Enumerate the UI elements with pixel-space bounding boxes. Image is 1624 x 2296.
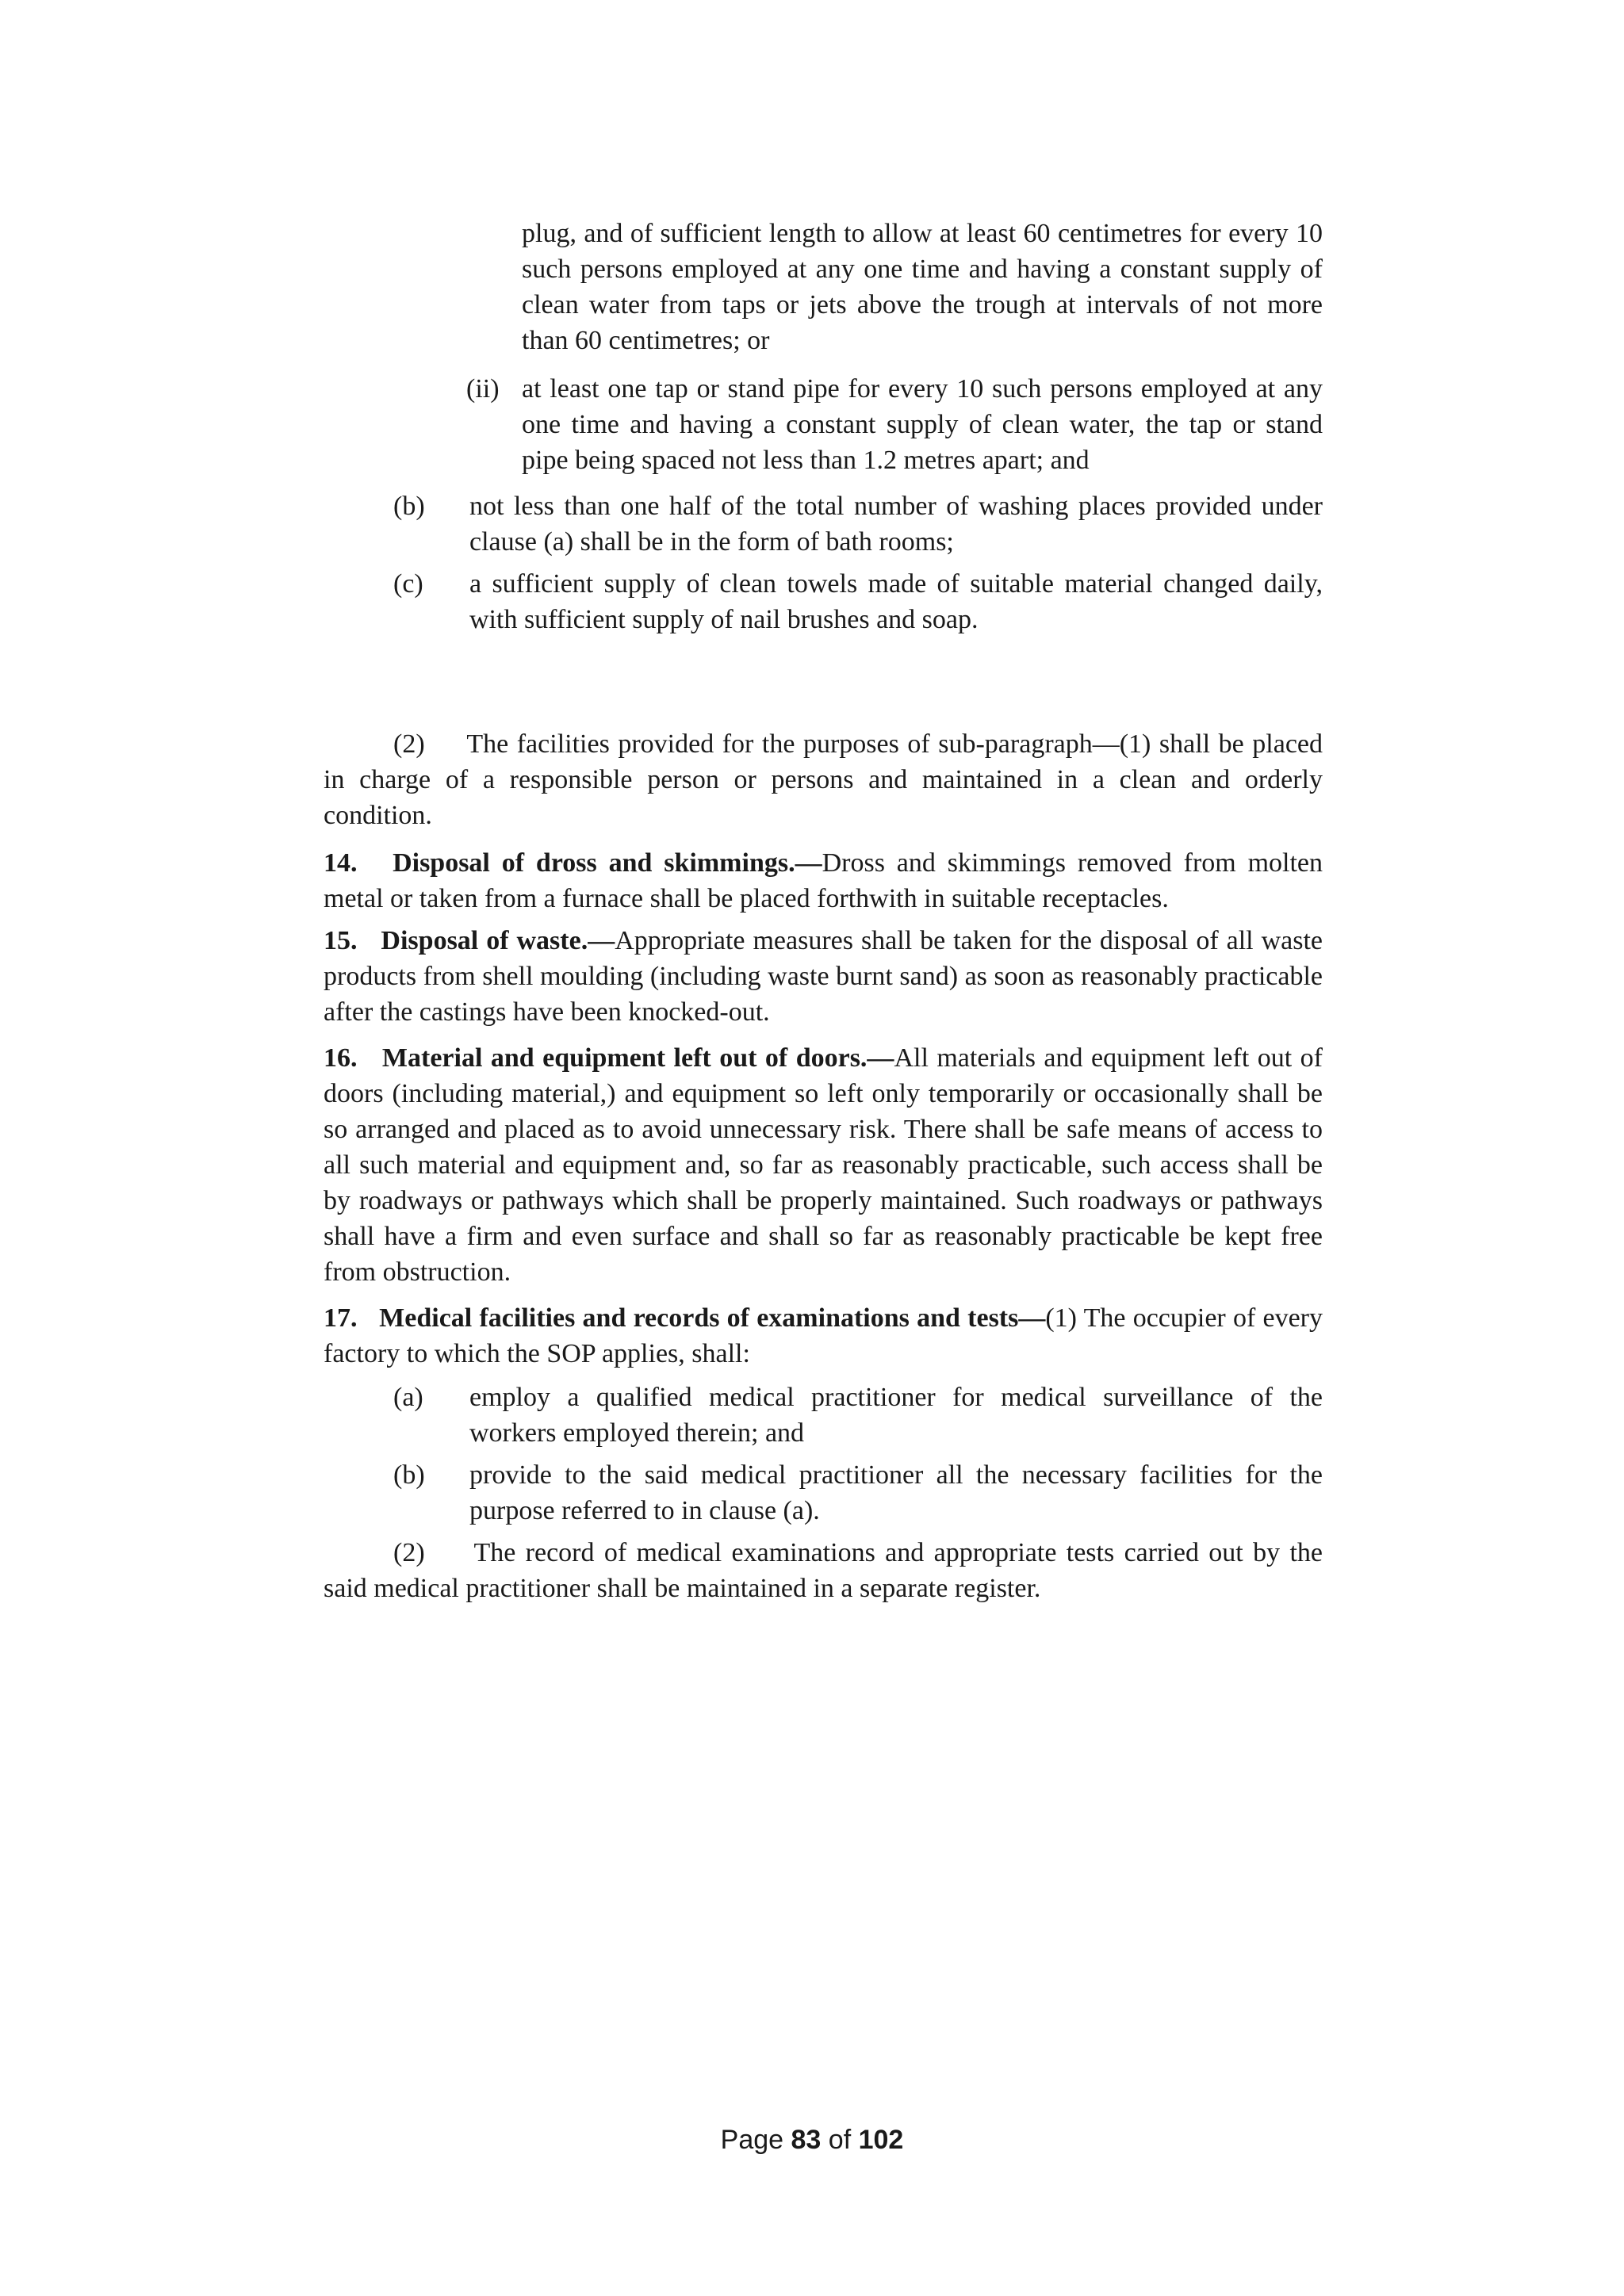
section-16-heading: Material and equipment left out of doors.— (381, 1043, 894, 1073)
footer-of-label: of (828, 2125, 852, 2155)
page-footer (0, 2125, 1624, 2156)
list-item-b (469, 488, 1323, 560)
section-15-number: 15. (324, 926, 358, 955)
section-17-text: (1) The occupier of every factory to which the SOP applies, shall: (324, 1303, 1323, 1368)
section-17-item-b-text: provide to the said medical practitioner all the necessary facilities for the purpose referred to in clause (a). (469, 1460, 1323, 1525)
list-marker-c: (c) (393, 569, 423, 599)
section-17-item-a (469, 1380, 1323, 1451)
section-15-heading: Disposal of waste.— (381, 926, 615, 955)
list-item-ii-text: at least one tap or stand pipe for every 10 such persons employed at any one time and having a constant supply of clean water, the tap or stand pipe being spaced not less than 1.2 metres apart; and (522, 374, 1323, 475)
list-item-b-text: not less than one half of the total number of washing places provided under clause (a) shall be in the form of bath rooms; (469, 492, 1323, 557)
section-16 (324, 1040, 1323, 1290)
footer-total-pages: 102 (858, 2125, 904, 2155)
list-item-ii (522, 371, 1323, 478)
section-15-text: Appropriate measures shall be taken for the disposal of all waste products from shell moulding (including waste burnt sand) as soon as reasonably practicable after the castings have been knocked-out. (324, 926, 1323, 1027)
list-item-c-text: a sufficient supply of clean towels made of suitable material changed daily, with sufficient supply of nail brushes and soap. (469, 569, 1323, 634)
list-marker-ii: (ii) (466, 374, 500, 404)
section-17-heading: Medical facilities and records of examinations and tests— (379, 1303, 1046, 1333)
section-17-marker-b: (b) (393, 1460, 425, 1490)
paragraph-2-marker: (2) (393, 729, 425, 759)
section-17 (324, 1300, 1323, 1372)
list-item-i-text: plug, and of sufficient length to allow at least 60 centimetres for every 10 such persons employed at any one time and having a constant supply of clean water from taps or jets above the trough at intervals of not more than 60 centimetres; or (522, 219, 1323, 355)
section-17-paragraph-2-text: The record of medical examinations and appropriate tests carried out by the said medical practitioner shall be maintained in a separate register. (324, 1538, 1323, 1603)
paragraph-2-text: The facilities provided for the purposes of sub-paragraph—(1) shall be placed in charge of a responsible person or persons and maintained in a clean and orderly condition. (324, 729, 1323, 830)
section-17-paragraph-2 (324, 1535, 1323, 1606)
footer-page-label: Page (720, 2125, 784, 2155)
list-marker-b: (b) (393, 492, 425, 521)
section-14-text: Dross and skimmings removed from molten metal or taken from a furnace shall be placed forthwith in suitable receptacles. (324, 848, 1323, 913)
list-item-i-continued (522, 216, 1323, 358)
section-17-marker-a: (a) (393, 1383, 423, 1412)
paragraph-2-facilities (324, 726, 1323, 833)
section-17-number: 17. (324, 1303, 358, 1333)
list-item-c (469, 566, 1323, 637)
section-17-paragraph-2-marker: (2) (393, 1538, 425, 1567)
section-14 (324, 845, 1323, 916)
section-17-item-a-text: employ a qualified medical practitioner for medical surveillance of the workers employed therein; and (469, 1383, 1323, 1448)
section-16-text: All materials and equipment left out of doors (including material,) and equipment so left only temporarily or occasionally shall be so arranged and placed as to avoid unnecessary risk. There shall be safe means of access to all such material and equipment and, so far as reasonably practicable, such access shall be by roadways or pathways which shall be properly maintained. Such roadways or pathways shall have a firm and even surface and shall so far as reasonably practicable be kept free from obstruction. (324, 1043, 1323, 1287)
section-16-number: 16. (324, 1043, 358, 1073)
section-14-heading: Disposal of dross and skimmings.— (393, 848, 822, 878)
section-15 (324, 923, 1323, 1030)
section-17-item-b (469, 1457, 1323, 1529)
footer-page-number: 83 (791, 2125, 822, 2155)
section-14-number: 14. (324, 848, 358, 878)
